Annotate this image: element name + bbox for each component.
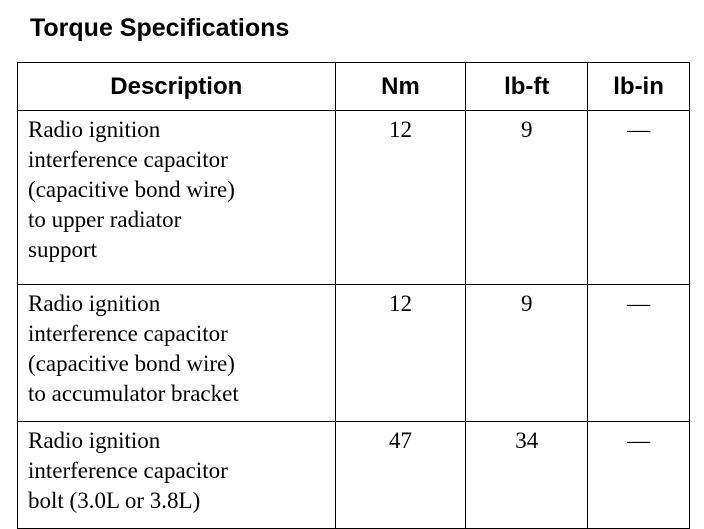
lb-ft-cell: 9 [466,285,588,422]
description-line: Radio ignition [28,117,161,142]
description-line: bolt (3.0L or 3.8L) [28,488,201,513]
description-line: interference capacitor [28,321,228,346]
nm-cell: 12 [335,111,466,285]
table-row [18,111,690,285]
torque-spec-table [17,62,690,529]
header-lb-ft: lb-ft [466,63,588,111]
header-description: Description [18,63,336,111]
header-lb-in: lb-in [588,63,690,111]
description-line: interference capacitor [28,458,228,483]
lb-ft-cell: 9 [466,111,588,285]
page-title: Torque Specifications [30,14,290,42]
nm-cell: 12 [335,285,466,422]
nm-cell: 47 [335,422,466,529]
table-header-row [18,63,690,111]
description-line: support [28,237,97,262]
description-cell [18,422,336,529]
description-line: Radio ignition [28,291,161,316]
table-row [18,422,690,529]
description-cell [18,111,336,285]
lb-ft-cell: 34 [466,422,588,529]
lb-in-cell: — [588,111,690,285]
description-cell [18,285,336,422]
description-line: Radio ignition [28,428,161,453]
lb-in-cell: — [588,422,690,529]
description-line: interference capacitor [28,147,228,172]
description-line: (capacitive bond wire) [28,351,235,376]
header-nm: Nm [335,63,466,111]
description-line: (capacitive bond wire) [28,177,235,202]
description-line: to accumulator bracket [28,381,239,406]
description-line: to upper radiator [28,207,182,232]
lb-in-cell: — [588,285,690,422]
table-row [18,285,690,422]
